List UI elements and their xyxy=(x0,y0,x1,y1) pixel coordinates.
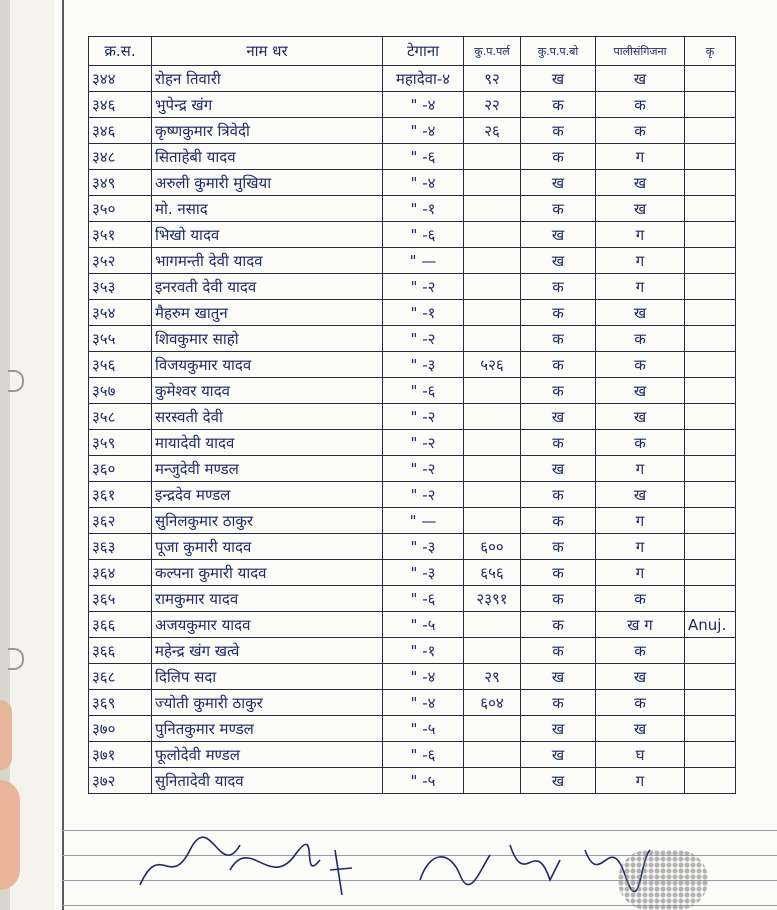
binder-hole xyxy=(8,370,24,392)
cell-number: २३९१ xyxy=(464,586,521,612)
cell-name: अरुली कुमारी मुखिया xyxy=(152,170,383,196)
cell-name: रामकुमार यादव xyxy=(152,586,383,612)
cell-number xyxy=(464,482,521,508)
cell-category-b: ग xyxy=(596,456,685,482)
cell-name: विजयकुमार यादव xyxy=(152,352,383,378)
cell-category-b: ग xyxy=(596,248,685,274)
cell-tola: " -२ xyxy=(383,482,464,508)
cell-category-b: ख xyxy=(596,664,685,690)
cell-category-a: क xyxy=(521,430,596,456)
table-row xyxy=(89,352,736,378)
cell-extra xyxy=(685,352,736,378)
cell-category-b: ग xyxy=(596,508,685,534)
cell-category-a: ख xyxy=(521,742,596,768)
cell-name: कृष्णकुमार त्रिवेदी xyxy=(152,118,383,144)
table-row xyxy=(89,196,736,222)
cell-category-a: क xyxy=(521,274,596,300)
cell-category-b: ख xyxy=(596,300,685,326)
cell-category-a: क xyxy=(521,560,596,586)
cell-category-a: ख xyxy=(521,248,596,274)
cell-name: महेन्द्र खंग खत्वे xyxy=(152,638,383,664)
table-row xyxy=(89,118,736,144)
signature-2 xyxy=(230,844,320,870)
cell-number: २२ xyxy=(464,92,521,118)
cell-name: पूजा कुमारी यादव xyxy=(152,534,383,560)
cell-category-a: क xyxy=(521,508,596,534)
cell-extra xyxy=(685,222,736,248)
cell-category-a: ख xyxy=(521,404,596,430)
cell-category-b: ग xyxy=(596,534,685,560)
table-row xyxy=(89,586,736,612)
header-name: नाम धर xyxy=(152,37,383,66)
cell-sr: ३६३ xyxy=(89,534,152,560)
header-col5: कु.प.प.बो xyxy=(521,37,596,66)
header-col7: कृ xyxy=(685,37,736,66)
cell-extra xyxy=(685,638,736,664)
cell-number xyxy=(464,300,521,326)
cell-sr: ३५८ xyxy=(89,404,152,430)
cell-sr: ३५९ xyxy=(89,430,152,456)
cell-sr: ३६९ xyxy=(89,690,152,716)
cell-category-b: क xyxy=(596,352,685,378)
cell-category-b: ख xyxy=(596,378,685,404)
cell-extra xyxy=(685,170,736,196)
cell-category-b: ग xyxy=(596,768,685,794)
table-row xyxy=(89,404,736,430)
cell-tola: " -४ xyxy=(383,690,464,716)
cell-tola: " -२ xyxy=(383,326,464,352)
cell-number xyxy=(464,326,521,352)
cell-sr: ३५३ xyxy=(89,274,152,300)
cell-number: ६०० xyxy=(464,534,521,560)
cell-sr: ३६५ xyxy=(89,586,152,612)
cell-extra xyxy=(685,404,736,430)
signature-5 xyxy=(510,845,560,880)
cell-number xyxy=(464,196,521,222)
cell-number xyxy=(464,508,521,534)
cell-name: कल्पना कुमारी यादव xyxy=(152,560,383,586)
cell-tola: " -२ xyxy=(383,274,464,300)
header-col4: कु.प.पर्ल xyxy=(464,37,521,66)
table-row xyxy=(89,664,736,690)
table-row xyxy=(89,326,736,352)
cell-extra xyxy=(685,430,736,456)
cell-category-a: क xyxy=(521,482,596,508)
cell-category-a: ख xyxy=(521,66,596,92)
table-row xyxy=(89,482,736,508)
cell-extra xyxy=(685,274,736,300)
table-row xyxy=(89,430,736,456)
cell-category-a: क xyxy=(521,612,596,638)
cell-name: भुपेन्द्र खंग xyxy=(152,92,383,118)
cell-extra xyxy=(685,560,736,586)
cell-category-b: ग xyxy=(596,222,685,248)
cell-category-a: क xyxy=(521,196,596,222)
cell-category-a: क xyxy=(521,378,596,404)
cell-tola: " -६ xyxy=(383,378,464,404)
cell-tola: " -१ xyxy=(383,300,464,326)
cell-number xyxy=(464,170,521,196)
cell-tola: " -४ xyxy=(383,118,464,144)
cell-category-a: ख xyxy=(521,768,596,794)
cell-tola: " -४ xyxy=(383,170,464,196)
register-table xyxy=(88,36,736,794)
finger xyxy=(0,780,20,890)
cell-name: सुनितादेवी यादव xyxy=(152,768,383,794)
cell-name: रोहन तिवारी xyxy=(152,66,383,92)
cell-extra xyxy=(685,248,736,274)
cell-tola: " -१ xyxy=(383,196,464,222)
table-row xyxy=(89,248,736,274)
cell-category-a: ख xyxy=(521,456,596,482)
margin-line xyxy=(62,0,64,910)
table-row xyxy=(89,66,736,92)
header-row xyxy=(89,37,736,66)
page-edge xyxy=(0,0,10,910)
cell-extra xyxy=(685,768,736,794)
cell-sr: ३७१ xyxy=(89,742,152,768)
cell-extra: Anuj. xyxy=(685,612,736,638)
cell-extra xyxy=(685,144,736,170)
cell-extra xyxy=(685,196,736,222)
cell-name: फूलोदेवी मण्डल xyxy=(152,742,383,768)
cell-tola: " -५ xyxy=(383,768,464,794)
cell-extra xyxy=(685,742,736,768)
cell-extra xyxy=(685,664,736,690)
table-row xyxy=(89,456,736,482)
cell-category-b: क xyxy=(596,92,685,118)
cell-sr: ३४६ xyxy=(89,92,152,118)
cell-category-a: क xyxy=(521,92,596,118)
cell-category-a: ख xyxy=(521,170,596,196)
table-row xyxy=(89,92,736,118)
cell-category-a: क xyxy=(521,586,596,612)
cell-name: कुमेश्वर यादव xyxy=(152,378,383,404)
table-row xyxy=(89,300,736,326)
signature-1 xyxy=(140,837,240,885)
signature-marks xyxy=(140,837,650,895)
binder-hole xyxy=(8,648,24,670)
header-col6: पालीसंगिजना xyxy=(596,37,685,66)
cell-category-b: ग xyxy=(596,560,685,586)
cell-tola: " — xyxy=(383,508,464,534)
cell-tola: " -२ xyxy=(383,430,464,456)
cell-tola: " -६ xyxy=(383,586,464,612)
table-row xyxy=(89,170,736,196)
cell-name: सुनिलकुमार ठाकुर xyxy=(152,508,383,534)
cell-sr: ३४८ xyxy=(89,144,152,170)
cell-extra xyxy=(685,326,736,352)
cell-sr: ३६८ xyxy=(89,664,152,690)
cell-number: २९ xyxy=(464,664,521,690)
cell-number xyxy=(464,638,521,664)
cell-name: अजयकुमार यादव xyxy=(152,612,383,638)
table-row xyxy=(89,222,736,248)
table-row xyxy=(89,378,736,404)
cell-sr: ३५७ xyxy=(89,378,152,404)
cell-name: दिलिप सदा xyxy=(152,664,383,690)
cell-category-b: ख xyxy=(596,170,685,196)
cell-tola: " -३ xyxy=(383,560,464,586)
cell-number xyxy=(464,222,521,248)
signature-4 xyxy=(420,855,490,885)
table-row xyxy=(89,144,736,170)
cell-number xyxy=(464,378,521,404)
cell-number xyxy=(464,768,521,794)
cell-number xyxy=(464,742,521,768)
cell-number xyxy=(464,144,521,170)
cell-name: पुनितकुमार मण्डल xyxy=(152,716,383,742)
cell-extra xyxy=(685,92,736,118)
cell-number xyxy=(464,248,521,274)
cell-number: २६ xyxy=(464,118,521,144)
cell-extra xyxy=(685,300,736,326)
cell-name: मैहरुम खातुन xyxy=(152,300,383,326)
cell-category-b: ख xyxy=(596,482,685,508)
cell-sr: ३५६ xyxy=(89,352,152,378)
cell-category-b: घ xyxy=(596,742,685,768)
table-row xyxy=(89,612,736,638)
cell-category-b: ग xyxy=(596,274,685,300)
cell-extra xyxy=(685,508,736,534)
cell-number xyxy=(464,456,521,482)
table-row xyxy=(89,768,736,794)
cell-tola: " -४ xyxy=(383,92,464,118)
cell-tola: " -२ xyxy=(383,456,464,482)
cell-sr: ३५२ xyxy=(89,248,152,274)
cell-category-b: क xyxy=(596,586,685,612)
cell-category-b: क xyxy=(596,430,685,456)
table-row xyxy=(89,508,736,534)
cell-sr: ३५१ xyxy=(89,222,152,248)
cell-category-a: क xyxy=(521,118,596,144)
cell-category-a: क xyxy=(521,690,596,716)
cell-category-a: क xyxy=(521,534,596,560)
cell-tola: " — xyxy=(383,248,464,274)
cell-name: ज्योती कुमारी ठाकुर xyxy=(152,690,383,716)
finger xyxy=(0,700,12,770)
cell-name: शिवकुमार साहो xyxy=(152,326,383,352)
cell-category-b: क xyxy=(596,118,685,144)
cell-name: मन्जुदेवी मण्डल xyxy=(152,456,383,482)
cell-sr: ३६० xyxy=(89,456,152,482)
cell-tola: " -६ xyxy=(383,222,464,248)
cell-tola: " -१ xyxy=(383,638,464,664)
cell-tola: " -३ xyxy=(383,352,464,378)
cell-name: मायादेवी यादव xyxy=(152,430,383,456)
cell-category-b: ग xyxy=(596,144,685,170)
cell-extra xyxy=(685,716,736,742)
table-row xyxy=(89,690,736,716)
cell-sr: ३४९ xyxy=(89,170,152,196)
thumbprint xyxy=(618,850,708,910)
cell-name: भिखो यादव xyxy=(152,222,383,248)
cell-sr: ३५५ xyxy=(89,326,152,352)
cell-category-a: क xyxy=(521,300,596,326)
cell-category-b: ख xyxy=(596,66,685,92)
cell-category-a: क xyxy=(521,326,596,352)
cell-extra xyxy=(685,66,736,92)
cell-name: इनरवती देवी यादव xyxy=(152,274,383,300)
cell-number: ६०४ xyxy=(464,690,521,716)
cell-tola: महादेवा-४ xyxy=(383,66,464,92)
cell-sr: ३६६ xyxy=(89,612,152,638)
cell-tola: " -४ xyxy=(383,664,464,690)
cell-extra xyxy=(685,534,736,560)
cell-category-b: क xyxy=(596,690,685,716)
table-row xyxy=(89,534,736,560)
cell-extra xyxy=(685,690,736,716)
cell-tola: " -६ xyxy=(383,144,464,170)
table-row xyxy=(89,742,736,768)
cell-tola: " -३ xyxy=(383,534,464,560)
signature-3 xyxy=(330,850,352,895)
cell-sr: ३४६ xyxy=(89,118,152,144)
table-row xyxy=(89,274,736,300)
cell-extra xyxy=(685,456,736,482)
cell-number: ५२६ xyxy=(464,352,521,378)
cell-number: ६५६ xyxy=(464,560,521,586)
table-row xyxy=(89,716,736,742)
header-sr: क्र.स. xyxy=(89,37,152,66)
cell-sr: ३६४ xyxy=(89,560,152,586)
cell-tola: " -२ xyxy=(383,404,464,430)
cell-name: इन्द्रदेव मण्डल xyxy=(152,482,383,508)
cell-category-a: ख xyxy=(521,222,596,248)
cell-tola: " -५ xyxy=(383,612,464,638)
cell-sr: ३७२ xyxy=(89,768,152,794)
cell-extra xyxy=(685,378,736,404)
cell-extra xyxy=(685,482,736,508)
cell-category-b: ख ग xyxy=(596,612,685,638)
cell-category-b: क xyxy=(596,638,685,664)
cell-category-a: ख xyxy=(521,716,596,742)
cell-name: सरस्वती देवी xyxy=(152,404,383,430)
cell-sr: ३४४ xyxy=(89,66,152,92)
cell-number xyxy=(464,612,521,638)
cell-sr: ३७० xyxy=(89,716,152,742)
table-row xyxy=(89,638,736,664)
cell-category-b: क xyxy=(596,326,685,352)
header-tola: टेगाना xyxy=(383,37,464,66)
cell-name: मो. नसाद xyxy=(152,196,383,222)
cell-category-b: ख xyxy=(596,196,685,222)
cell-number xyxy=(464,404,521,430)
cell-sr: ३५४ xyxy=(89,300,152,326)
cell-category-a: क xyxy=(521,144,596,170)
cell-number xyxy=(464,274,521,300)
cell-sr: ३६२ xyxy=(89,508,152,534)
cell-sr: ३६६ xyxy=(89,638,152,664)
cell-number xyxy=(464,430,521,456)
cell-category-a: ख xyxy=(521,664,596,690)
cell-category-a: क xyxy=(521,638,596,664)
cell-tola: " -६ xyxy=(383,742,464,768)
cell-extra xyxy=(685,586,736,612)
cell-category-b: ख xyxy=(596,404,685,430)
cell-extra xyxy=(685,118,736,144)
cell-sr: ३५० xyxy=(89,196,152,222)
cell-category-a: क xyxy=(521,352,596,378)
cell-tola: " -५ xyxy=(383,716,464,742)
cell-number xyxy=(464,716,521,742)
cell-name: सिताहेबी यादव xyxy=(152,144,383,170)
cell-category-b: ख xyxy=(596,716,685,742)
cell-number: ९२ xyxy=(464,66,521,92)
table-row xyxy=(89,560,736,586)
cell-name: भागमन्ती देवी यादव xyxy=(152,248,383,274)
cell-sr: ३६१ xyxy=(89,482,152,508)
